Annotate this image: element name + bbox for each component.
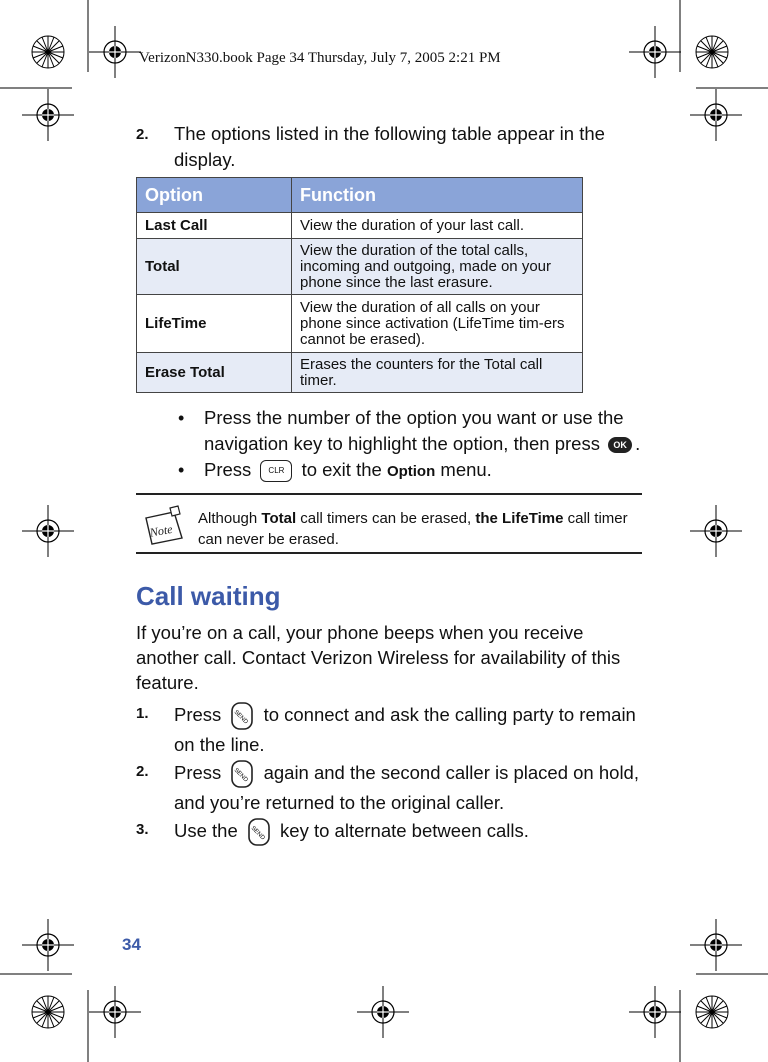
note-icon bbox=[140, 504, 188, 548]
ok-key-icon: OK bbox=[608, 437, 632, 453]
option-cell: Last Call bbox=[137, 213, 292, 239]
bullet-dot: • bbox=[178, 408, 185, 428]
note-icon-label: Note bbox=[148, 521, 174, 540]
step-text-wrap bbox=[174, 816, 644, 848]
section-intro: If you’re on a call, your phone beeps when you receive another call. Contact Verizon Wireless for availability of this feature. bbox=[136, 622, 621, 693]
bullet-text: Press bbox=[204, 459, 252, 480]
note-pre: Although bbox=[198, 510, 258, 527]
option-cell: LifeTime bbox=[137, 295, 292, 353]
step-text-wrap bbox=[174, 700, 644, 758]
step-post: again and the second caller is placed on hold, and you’re returned to the original caller. bbox=[174, 761, 639, 813]
step-pre: Press bbox=[174, 703, 222, 725]
bullet-item bbox=[178, 405, 658, 459]
table-row bbox=[137, 213, 583, 239]
bullet-item bbox=[178, 457, 658, 485]
note-top-rule bbox=[136, 493, 642, 495]
step-text: The options listed in the following table appear in the display. bbox=[174, 123, 605, 170]
step-number: 3. bbox=[136, 821, 149, 838]
bullet-text-wrap bbox=[204, 405, 654, 457]
clr-key-icon: CLR bbox=[260, 460, 292, 482]
table-row bbox=[137, 239, 583, 295]
step-item bbox=[136, 816, 646, 846]
option-cell: Total bbox=[137, 239, 292, 295]
option-menu-label: Option bbox=[386, 463, 436, 480]
step-number: 2. bbox=[136, 763, 149, 780]
step-post: key to alternate between calls. bbox=[280, 819, 529, 841]
step-number: 2. bbox=[136, 126, 149, 143]
section-heading: Call waiting bbox=[136, 581, 281, 611]
send-key-icon bbox=[229, 758, 255, 790]
function-cell: View the duration of the total calls, incoming and outgoing, made on your phone since the last erasure. bbox=[292, 239, 583, 295]
bullet-text-wrap bbox=[204, 457, 654, 485]
step-post: to connect and ask the calling party to remain on the line. bbox=[174, 703, 636, 755]
note-post: call timer can never be erased. bbox=[198, 510, 628, 548]
table-row bbox=[137, 353, 583, 393]
bullet-dot: • bbox=[178, 460, 185, 480]
option-cell: Erase Total bbox=[137, 353, 292, 393]
note-bold-lifetime: the LifeTime bbox=[475, 510, 564, 527]
note-mid: call timers can be erased, bbox=[300, 510, 472, 527]
note-bold-total: Total bbox=[261, 510, 297, 527]
bullet-end: menu. bbox=[440, 459, 492, 480]
function-cell: Erases the counters for the Total call timer. bbox=[292, 353, 583, 393]
send-key-icon bbox=[246, 816, 272, 848]
options-table bbox=[136, 177, 583, 393]
book-header-line: VerizonN330.book Page 34 Thursday, July 7, 2005 2:21 PM bbox=[139, 50, 501, 66]
note-text bbox=[198, 508, 638, 550]
svg-text:SEND: SEND bbox=[249, 825, 266, 842]
header-function: Function bbox=[292, 178, 583, 213]
step-item bbox=[136, 700, 646, 755]
step-item bbox=[136, 758, 646, 813]
bullet-end: . bbox=[635, 433, 641, 454]
note-bottom-rule bbox=[136, 552, 642, 554]
step-pre: Use the bbox=[174, 819, 238, 841]
bullet-text: Press the number of the option you want or use the navigation key to highlight the option, then press bbox=[204, 407, 624, 454]
header-option: Option bbox=[137, 178, 292, 213]
step-2-intro bbox=[136, 121, 646, 175]
table-row bbox=[137, 295, 583, 353]
send-key-icon bbox=[229, 700, 255, 732]
function-cell: View the duration of your last call. bbox=[292, 213, 583, 239]
page-number: 34 bbox=[122, 935, 141, 954]
bullet-text: to exit the bbox=[301, 459, 382, 480]
svg-text:SEND: SEND bbox=[233, 709, 250, 726]
svg-text:SEND: SEND bbox=[233, 767, 250, 784]
step-number: 1. bbox=[136, 705, 149, 722]
step-text-wrap bbox=[174, 758, 644, 816]
function-cell: View the duration of all calls on your phone since activation (LifeTime tim-ers cannot be erased). bbox=[292, 295, 583, 353]
table-header-row bbox=[137, 178, 583, 213]
step-pre: Press bbox=[174, 761, 222, 783]
